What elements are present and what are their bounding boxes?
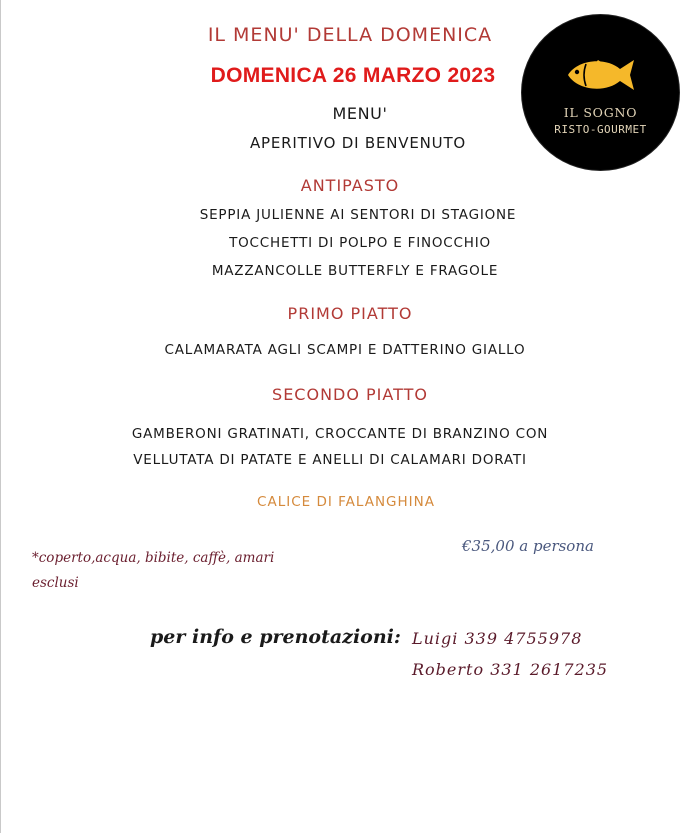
dish-item: VELLUTATA DI PATATE E ANELLI DI CALAMARI DORATI [133,452,527,468]
page-left-border [0,0,1,833]
info-label: per info e prenotazioni: [150,626,401,648]
wine-line: CALICE DI FALANGHINA [257,494,435,510]
contact-roberto: Roberto 331 2617235 [412,660,609,679]
logo-name: IL SOGNO [563,105,638,120]
dish-item: CALAMARATA AGLI SCAMPI E DATTERINO GIALLO [164,342,526,358]
fish-icon [560,55,640,95]
section-primo: PRIMO PIATTO [287,304,413,323]
section-secondo: SECONDO PIATTO [272,385,428,404]
section-antipasto: ANTIPASTO [300,176,400,195]
dish-item: TOCCHETTI DI POLPO E FINOCCHIO [229,235,491,251]
contact-luigi: Luigi 339 4755978 [412,629,583,648]
dish-item: GAMBERONI GRATINATI, CROCCANTE DI BRANZINO CON [131,426,549,442]
menu-date: DOMENICA 26 MARZO 2023 [210,64,496,87]
exclusions-note: *coperto,acqua, bibite, caffè, amari [32,550,275,566]
menu-label: MENU' [332,104,388,123]
price: €35,00 a persona [462,537,594,555]
logo-subtitle: RISTO-GOURMET [554,123,647,136]
exclusions-note-cont: esclusi [32,575,79,591]
dish-item: MAZZANCOLLE BUTTERFLY E FRAGOLE [211,263,499,279]
dish-item: SEPPIA JULIENNE AI SENTORI DI STAGIONE [199,207,517,223]
restaurant-logo [522,15,679,170]
aperitivo-line: APERITIVO DI BENVENUTO [249,134,467,152]
menu-title: IL MENU' DELLA DOMENICA [207,24,493,46]
